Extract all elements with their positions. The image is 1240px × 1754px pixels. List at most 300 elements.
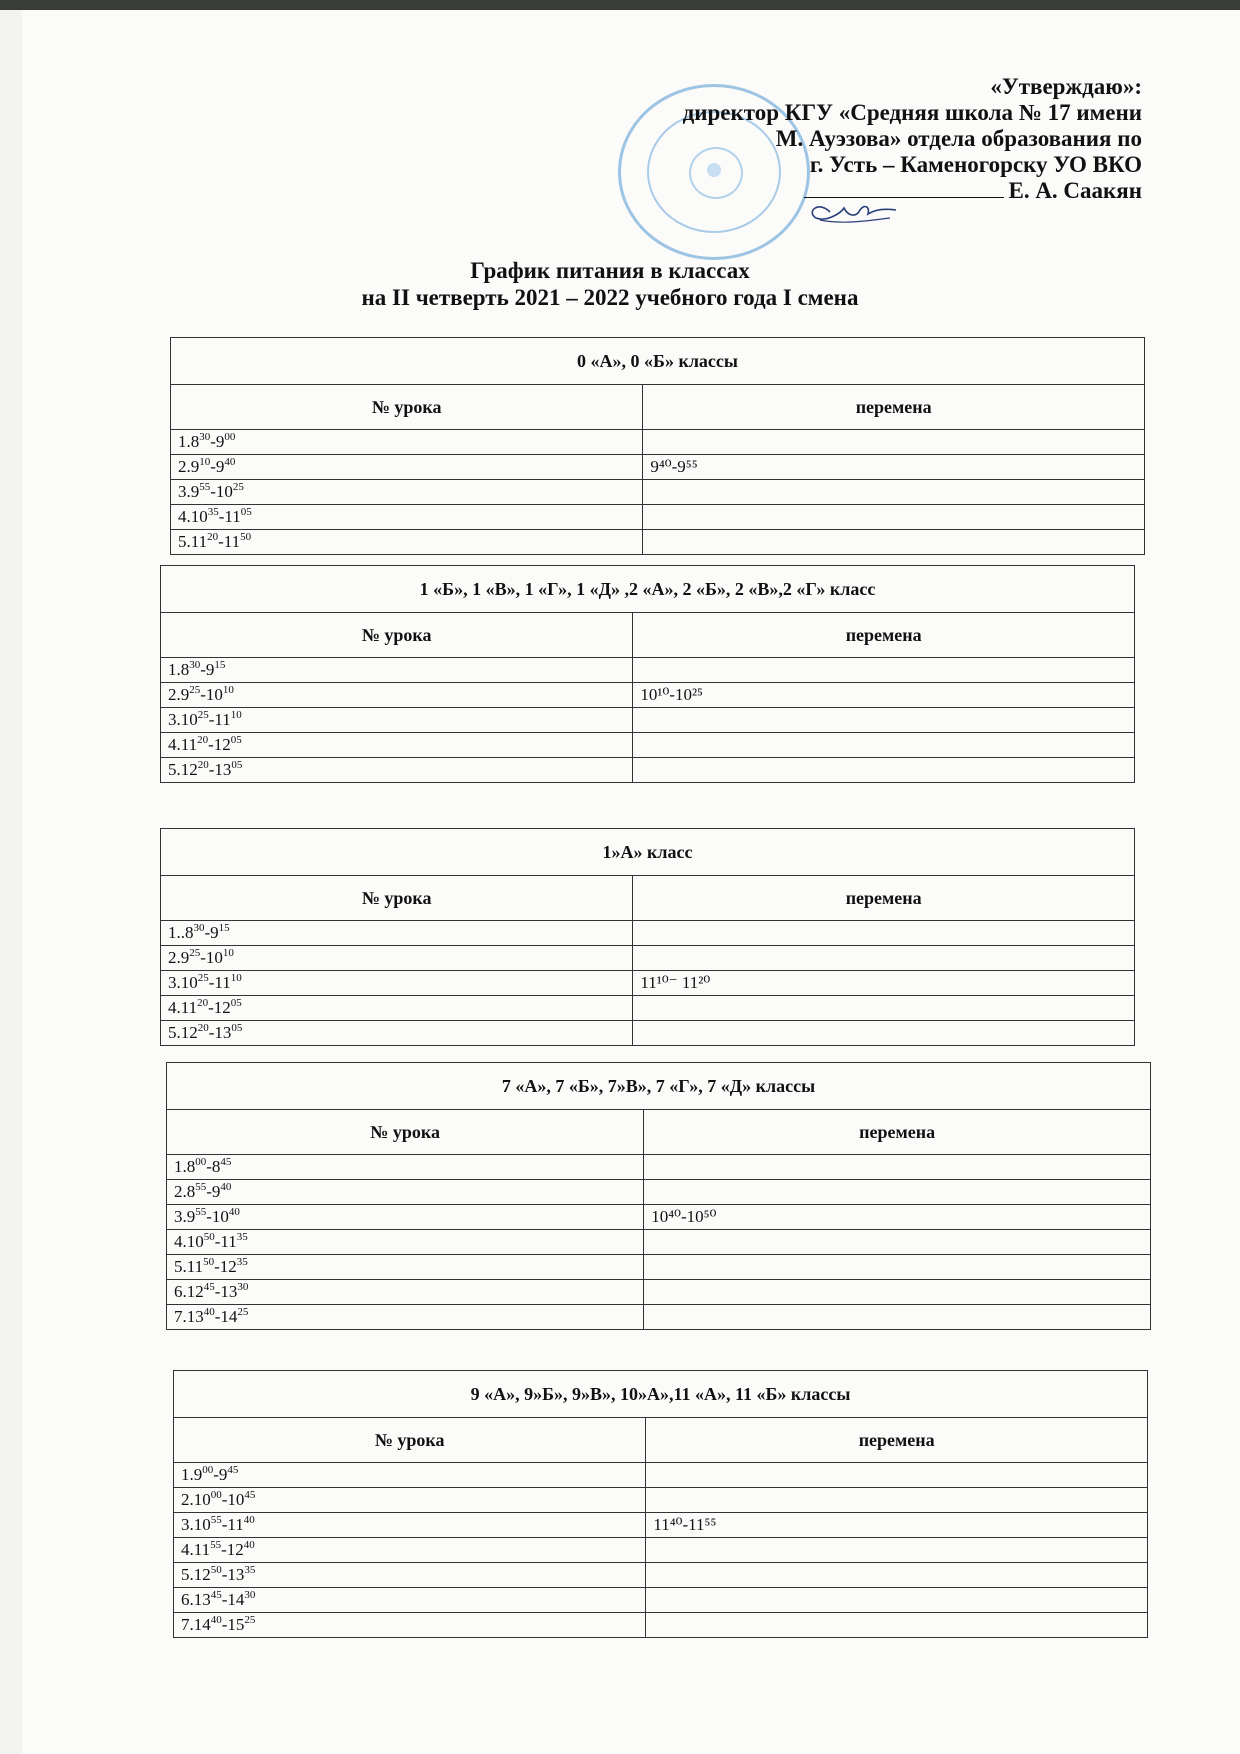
- lesson-number: 5.: [174, 1257, 187, 1276]
- time-dash: -: [208, 973, 215, 992]
- end-hour: 10: [211, 1207, 229, 1226]
- end-minutes: 25: [244, 1614, 256, 1626]
- time-dash: -: [206, 1182, 212, 1201]
- end-hour: 9: [211, 1182, 221, 1201]
- table-row: [167, 1305, 1151, 1330]
- end-minutes: 05: [230, 997, 242, 1009]
- end-minutes: 10: [230, 709, 242, 721]
- time-dash: -: [204, 923, 211, 942]
- end-minutes: 30: [237, 1281, 249, 1293]
- time-dash: -: [210, 457, 216, 476]
- table-row: [161, 683, 1135, 708]
- lesson-number: 7.: [174, 1307, 187, 1326]
- time-dash: -: [214, 1282, 221, 1301]
- break-time-cell: [633, 1021, 1135, 1046]
- schedule-table: [160, 565, 1135, 783]
- lesson-number: 2.: [174, 1182, 187, 1201]
- lesson-time-cell: [167, 1255, 644, 1280]
- start-minutes: 55: [210, 1514, 222, 1526]
- end-minutes: 15: [218, 922, 230, 934]
- start-hour: 9: [186, 1207, 196, 1226]
- lesson-time-cell: [167, 1280, 644, 1305]
- end-hour: 11: [220, 1232, 237, 1251]
- schedule-table: [173, 1370, 1148, 1638]
- break-time-cell: [643, 480, 1145, 505]
- break-time-cell: [646, 1463, 1148, 1488]
- lesson-time-cell: [161, 708, 633, 733]
- start-hour: 11: [190, 532, 208, 551]
- lesson-time-cell: [171, 430, 643, 455]
- break-time-cell: 10⁴⁰-10⁵⁰: [644, 1205, 1151, 1230]
- start-hour: 10: [190, 507, 208, 526]
- table-row: [167, 1280, 1151, 1305]
- time-dash: -: [208, 735, 214, 754]
- table-row: [174, 1563, 1148, 1588]
- class-group-title: 7 «А», 7 «Б», 7»В», 7 «Г», 7 «Д» классы: [167, 1063, 1151, 1110]
- lesson-time-cell: [174, 1563, 646, 1588]
- lesson-number: 5.: [181, 1565, 194, 1584]
- end-hour: 8: [211, 1157, 221, 1176]
- end-minutes: 40: [224, 456, 236, 468]
- break-time-cell: [643, 530, 1145, 555]
- column-header-row: [171, 385, 1145, 430]
- end-hour: 13: [220, 1282, 238, 1301]
- lesson-number: 2.: [168, 948, 181, 967]
- start-minutes: 00: [202, 1464, 214, 1476]
- lesson-time-cell: [171, 480, 643, 505]
- start-minutes: 25: [197, 972, 209, 984]
- time-dash: -: [221, 1565, 228, 1584]
- time-dash: -: [213, 1465, 219, 1484]
- lesson-number: 3.: [174, 1207, 187, 1226]
- time-dash: -: [208, 1023, 215, 1042]
- end-minutes: 05: [231, 1022, 243, 1034]
- start-hour: 12: [186, 1282, 204, 1301]
- break-time-cell: 9⁴⁰-9⁵⁵: [643, 455, 1145, 480]
- time-dash: -: [221, 1615, 228, 1634]
- lesson-time-cell: [161, 921, 633, 946]
- break-time-cell: [646, 1538, 1148, 1563]
- table-row: [174, 1513, 1148, 1538]
- end-hour: 12: [213, 998, 231, 1017]
- start-hour: 8: [185, 923, 194, 942]
- table-row: [161, 946, 1135, 971]
- break-time-cell: [633, 946, 1135, 971]
- schedule-table: [170, 337, 1145, 555]
- break-column-header: перемена: [644, 1110, 1151, 1155]
- start-minutes: 00: [195, 1156, 207, 1168]
- start-minutes: 50: [210, 1564, 222, 1576]
- lesson-time-cell: [171, 530, 643, 555]
- end-minutes: 05: [231, 759, 243, 771]
- lesson-number: 4.: [168, 998, 181, 1017]
- table-row: [161, 1021, 1135, 1046]
- lesson-time-cell: [174, 1588, 646, 1613]
- lesson-number: 1..: [168, 923, 185, 942]
- lesson-number: 1.: [174, 1157, 187, 1176]
- end-hour: 9: [205, 660, 215, 679]
- table-row: [167, 1205, 1151, 1230]
- table-row: [161, 708, 1135, 733]
- end-hour: 12: [226, 1540, 244, 1559]
- start-hour: 9: [193, 1465, 203, 1484]
- table-row: [161, 758, 1135, 783]
- table-row: [167, 1230, 1151, 1255]
- lesson-time-cell: [161, 971, 633, 996]
- break-time-cell: [643, 505, 1145, 530]
- lesson-time-cell: [167, 1305, 644, 1330]
- lesson-number: 3.: [181, 1515, 194, 1534]
- lesson-time-cell: [167, 1230, 644, 1255]
- start-minutes: 55: [199, 481, 211, 493]
- end-minutes: 05: [230, 734, 242, 746]
- break-column-header: перемена: [646, 1418, 1148, 1463]
- time-dash: -: [218, 532, 224, 551]
- break-time-cell: [644, 1180, 1151, 1205]
- table-row: [161, 971, 1135, 996]
- break-time-cell: [633, 996, 1135, 1021]
- lesson-time-cell: [167, 1155, 644, 1180]
- end-hour: 11: [214, 710, 231, 729]
- start-minutes: 30: [199, 431, 211, 443]
- lesson-time-cell: [174, 1538, 646, 1563]
- time-dash: -: [208, 710, 215, 729]
- start-hour: 12: [180, 1023, 198, 1042]
- break-time-cell: [646, 1563, 1148, 1588]
- class-group-title: 0 «А», 0 «Б» классы: [171, 338, 1145, 385]
- page-title: График питания в классах: [470, 258, 750, 283]
- lesson-time-cell: [174, 1488, 646, 1513]
- lesson-time-cell: [161, 658, 633, 683]
- end-minutes: 45: [227, 1464, 239, 1476]
- break-time-cell: [633, 921, 1135, 946]
- table-row: [161, 658, 1135, 683]
- lesson-time-cell: [174, 1513, 646, 1538]
- time-dash: -: [208, 760, 215, 779]
- end-minutes: 25: [232, 481, 244, 493]
- table-row: [174, 1463, 1148, 1488]
- lesson-time-cell: [161, 946, 633, 971]
- end-minutes: 50: [240, 531, 252, 543]
- column-header-row: [161, 613, 1135, 658]
- table-row: [171, 530, 1145, 555]
- start-hour: 8: [180, 660, 190, 679]
- end-hour: 11: [227, 1515, 244, 1534]
- lesson-column-header: № урока: [171, 385, 643, 430]
- end-hour: 9: [218, 1465, 228, 1484]
- start-minutes: 30: [189, 659, 201, 671]
- start-hour: 10: [193, 1515, 211, 1534]
- group-header-row: [174, 1371, 1148, 1418]
- start-hour: 10: [180, 973, 198, 992]
- lesson-number: 2.: [168, 685, 181, 704]
- start-minutes: 30: [193, 922, 205, 934]
- break-time-cell: [633, 758, 1135, 783]
- end-minutes: 45: [220, 1156, 232, 1168]
- lesson-number: 4.: [174, 1232, 187, 1251]
- start-minutes: 20: [197, 1022, 209, 1034]
- lesson-time-cell: [171, 455, 643, 480]
- table-row: [174, 1488, 1148, 1513]
- time-dash: -: [221, 1540, 227, 1559]
- end-hour: 13: [227, 1565, 245, 1584]
- approval-line: директор КГУ «Средняя школа № 17 имени: [682, 100, 1142, 125]
- table-row: [174, 1538, 1148, 1563]
- lesson-number: 6.: [174, 1282, 187, 1301]
- end-hour: 14: [220, 1307, 238, 1326]
- lesson-number: 3.: [178, 482, 191, 501]
- schedule-table: [160, 828, 1135, 1046]
- time-dash: -: [214, 1257, 220, 1276]
- table-row: [171, 480, 1145, 505]
- start-hour: 10: [180, 710, 198, 729]
- end-hour: 15: [227, 1615, 245, 1634]
- break-column-header: перемена: [633, 613, 1135, 658]
- break-column-header: перемена: [643, 385, 1145, 430]
- end-hour: 10: [227, 1490, 245, 1509]
- start-minutes: 10: [199, 456, 211, 468]
- class-group-title: 1 «Б», 1 «В», 1 «Г», 1 «Д» ,2 «А», 2 «Б», 2 «В»,2 «Г» класс: [161, 566, 1135, 613]
- break-time-cell: [646, 1488, 1148, 1513]
- break-time-cell: [633, 733, 1135, 758]
- start-minutes: 20: [197, 759, 209, 771]
- end-minutes: 40: [243, 1514, 255, 1526]
- lesson-column-header: № урока: [167, 1110, 644, 1155]
- start-hour: 14: [193, 1615, 211, 1634]
- approval-line: М. Ауэзова» отдела образования по: [775, 126, 1142, 151]
- table-row: [167, 1155, 1151, 1180]
- time-dash: -: [210, 482, 216, 501]
- table-row: [161, 733, 1135, 758]
- lesson-number: 3.: [168, 710, 181, 729]
- start-hour: 11: [186, 1257, 204, 1276]
- start-hour: 8: [190, 432, 200, 451]
- start-hour: 11: [193, 1540, 211, 1559]
- approval-block: [560, 74, 1142, 204]
- lesson-number: 5.: [168, 1023, 181, 1042]
- lesson-number: 3.: [168, 973, 181, 992]
- end-minutes: 35: [236, 1256, 248, 1268]
- lesson-time-cell: [171, 505, 643, 530]
- start-minutes: 55: [195, 1206, 207, 1218]
- lesson-number: 1.: [181, 1465, 194, 1484]
- lesson-number: 5.: [178, 532, 191, 551]
- end-minutes: 25: [237, 1306, 249, 1318]
- lesson-number: 7.: [181, 1615, 194, 1634]
- group-header-row: [161, 829, 1135, 876]
- start-minutes: 35: [207, 506, 219, 518]
- start-minutes: 25: [189, 684, 201, 696]
- time-dash: -: [218, 507, 225, 526]
- end-hour: 9: [210, 923, 219, 942]
- end-minutes: 10: [222, 947, 234, 959]
- start-minutes: 25: [189, 947, 201, 959]
- table-row: [161, 996, 1135, 1021]
- time-dash: -: [206, 1157, 212, 1176]
- end-hour: 12: [219, 1257, 237, 1276]
- end-hour: 10: [215, 482, 233, 501]
- end-minutes: 40: [220, 1181, 232, 1193]
- start-hour: 12: [193, 1565, 211, 1584]
- end-minutes: 10: [222, 684, 234, 696]
- signer-name: Е. А. Саакян: [1008, 178, 1142, 203]
- start-minutes: 20: [207, 531, 219, 543]
- start-minutes: 55: [195, 1181, 207, 1193]
- time-dash: -: [221, 1590, 228, 1609]
- break-time-cell: [644, 1230, 1151, 1255]
- break-time-cell: [644, 1280, 1151, 1305]
- start-minutes: 45: [210, 1589, 222, 1601]
- lesson-time-cell: [174, 1613, 646, 1638]
- start-hour: 9: [190, 482, 200, 501]
- group-header-row: [171, 338, 1145, 385]
- start-minutes: 25: [197, 709, 209, 721]
- end-minutes: 15: [214, 659, 226, 671]
- table-row: [167, 1255, 1151, 1280]
- lesson-time-cell: [161, 733, 633, 758]
- lesson-number: 2.: [181, 1490, 194, 1509]
- start-hour: 13: [186, 1307, 204, 1326]
- time-dash: -: [200, 685, 206, 704]
- break-time-cell: [633, 708, 1135, 733]
- break-time-cell: [644, 1305, 1151, 1330]
- class-group-title: 9 «А», 9»Б», 9»В», 10»А»,11 «А», 11 «Б» классы: [174, 1371, 1148, 1418]
- column-header-row: [174, 1418, 1148, 1463]
- table-row: [167, 1180, 1151, 1205]
- start-hour: 8: [186, 1157, 196, 1176]
- approval-heading: «Утверждаю»:: [990, 74, 1142, 99]
- lesson-time-cell: [161, 1021, 633, 1046]
- end-hour: 10: [205, 948, 223, 967]
- break-time-cell: [644, 1255, 1151, 1280]
- lesson-number: 4.: [178, 507, 191, 526]
- start-hour: 9: [180, 685, 190, 704]
- start-minutes: 50: [203, 1231, 215, 1243]
- lesson-time-cell: [167, 1180, 644, 1205]
- start-hour: 9: [180, 948, 190, 967]
- lesson-number: 4.: [168, 735, 181, 754]
- lesson-number: 4.: [181, 1540, 194, 1559]
- start-hour: 10: [186, 1232, 204, 1251]
- end-minutes: 40: [243, 1539, 255, 1551]
- start-hour: 12: [180, 760, 198, 779]
- start-hour: 9: [190, 457, 200, 476]
- end-minutes: 45: [244, 1489, 256, 1501]
- table-row: [171, 430, 1145, 455]
- approval-line: г. Усть – Каменогорску УО ВКО: [809, 152, 1142, 177]
- table-row: [174, 1588, 1148, 1613]
- page-subtitle: на II четверть 2021 – 2022 учебного года I смена: [361, 285, 859, 310]
- lesson-number: 5.: [168, 760, 181, 779]
- start-hour: 13: [193, 1590, 211, 1609]
- end-hour: 9: [215, 457, 225, 476]
- break-time-cell: 11¹⁰⁻ 11²⁰: [633, 971, 1135, 996]
- end-hour: 10: [205, 685, 223, 704]
- lesson-number: 6.: [181, 1590, 194, 1609]
- lesson-number: 2.: [178, 457, 191, 476]
- lesson-number: 1.: [178, 432, 191, 451]
- lesson-time-cell: [161, 683, 633, 708]
- break-column-header: перемена: [633, 876, 1135, 921]
- class-group-title: 1»А» класс: [161, 829, 1135, 876]
- end-minutes: 35: [244, 1564, 256, 1576]
- lesson-column-header: № урока: [161, 613, 633, 658]
- lesson-column-header: № урока: [174, 1418, 646, 1463]
- time-dash: -: [214, 1232, 221, 1251]
- start-hour: 11: [180, 735, 198, 754]
- table-row: [161, 921, 1135, 946]
- end-minutes: 35: [236, 1231, 248, 1243]
- group-header-row: [161, 566, 1135, 613]
- handwritten-signature: [800, 190, 900, 226]
- end-hour: 11: [224, 507, 241, 526]
- end-minutes: 40: [228, 1206, 240, 1218]
- break-time-cell: [644, 1155, 1151, 1180]
- start-minutes: 40: [210, 1614, 222, 1626]
- start-minutes: 00: [210, 1489, 222, 1501]
- break-time-cell: [633, 658, 1135, 683]
- end-hour: 12: [213, 735, 231, 754]
- column-header-row: [167, 1110, 1151, 1155]
- time-dash: -: [221, 1515, 228, 1534]
- lesson-time-cell: [161, 758, 633, 783]
- start-minutes: 40: [203, 1306, 215, 1318]
- time-dash: -: [206, 1207, 212, 1226]
- start-minutes: 55: [210, 1539, 222, 1551]
- start-hour: 8: [186, 1182, 196, 1201]
- lesson-time-cell: [161, 996, 633, 1021]
- end-minutes: 30: [244, 1589, 256, 1601]
- end-hour: 11: [223, 532, 241, 551]
- schedule-table: [166, 1062, 1151, 1330]
- end-hour: 13: [214, 1023, 232, 1042]
- group-header-row: [167, 1063, 1151, 1110]
- time-dash: -: [200, 660, 206, 679]
- table-row: [171, 455, 1145, 480]
- break-time-cell: [646, 1588, 1148, 1613]
- break-time-cell: 11⁴⁰-11⁵⁵: [646, 1513, 1148, 1538]
- table-row: [174, 1613, 1148, 1638]
- start-minutes: 45: [203, 1281, 215, 1293]
- end-hour: 13: [214, 760, 232, 779]
- lesson-time-cell: [174, 1463, 646, 1488]
- end-hour: 9: [215, 432, 225, 451]
- end-hour: 11: [214, 973, 231, 992]
- break-time-cell: [646, 1613, 1148, 1638]
- start-hour: 11: [180, 998, 198, 1017]
- lesson-number: 1.: [168, 660, 181, 679]
- start-hour: 10: [193, 1490, 211, 1509]
- end-minutes: 00: [224, 431, 236, 443]
- start-minutes: 20: [197, 734, 209, 746]
- break-time-cell: [643, 430, 1145, 455]
- break-time-cell: 10¹⁰-10²⁵: [633, 683, 1135, 708]
- time-dash: -: [210, 432, 216, 451]
- end-minutes: 10: [230, 972, 242, 984]
- column-header-row: [161, 876, 1135, 921]
- time-dash: -: [208, 998, 214, 1017]
- time-dash: -: [214, 1307, 221, 1326]
- time-dash: -: [200, 948, 206, 967]
- lesson-time-cell: [167, 1205, 644, 1230]
- lesson-column-header: № урока: [161, 876, 633, 921]
- scan-top-edge: [0, 0, 1240, 10]
- end-hour: 14: [227, 1590, 245, 1609]
- start-minutes: 20: [197, 997, 209, 1009]
- start-minutes: 50: [203, 1256, 215, 1268]
- end-minutes: 05: [240, 506, 252, 518]
- table-row: [171, 505, 1145, 530]
